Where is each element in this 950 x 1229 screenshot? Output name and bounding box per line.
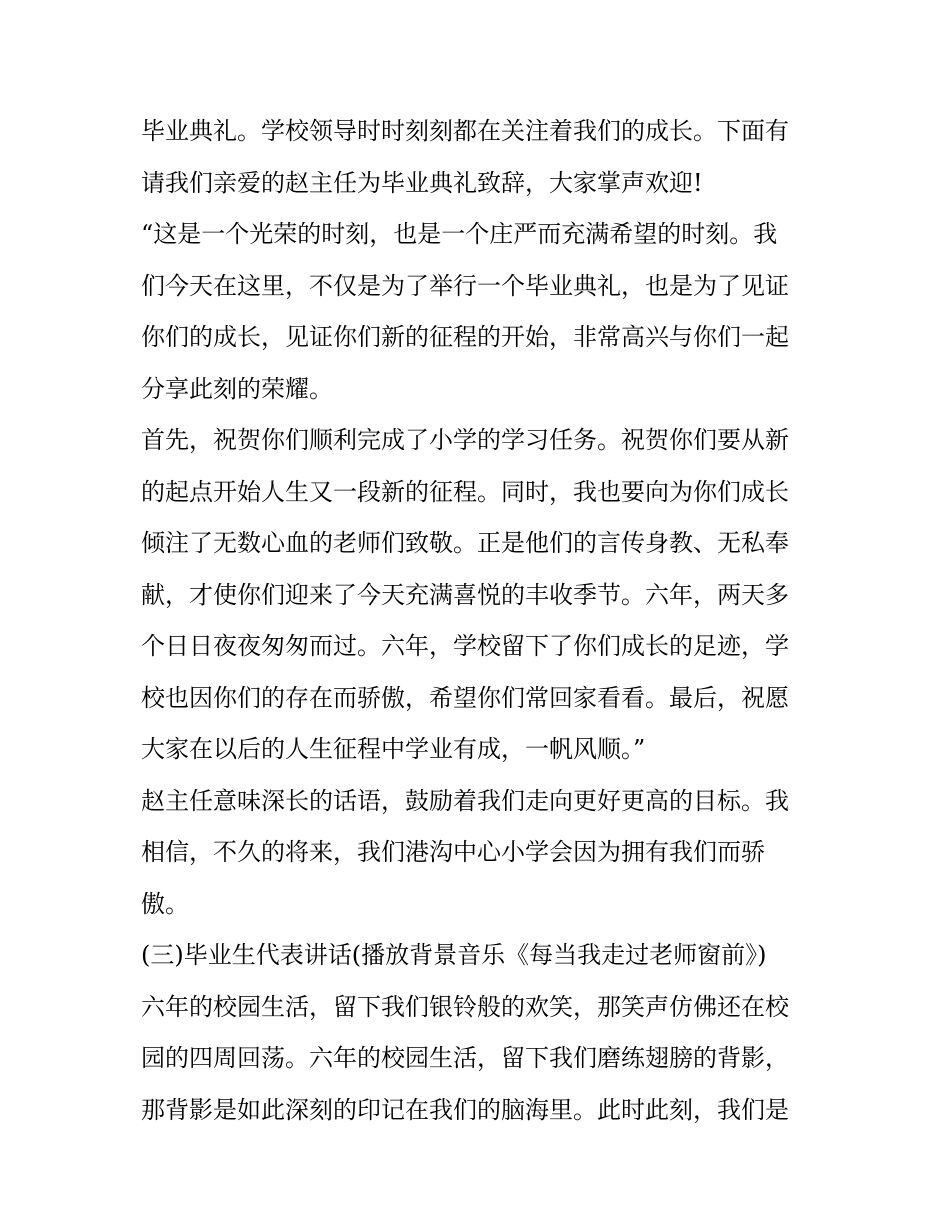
text-line: 你们的成长，见证你们新的征程的开始，非常高兴与你们一起 [141,323,789,351]
text-line: 献，才使你们迎来了今天充满喜悦的丰收季节。六年，两天多 [141,580,789,609]
text-line: 的起点开始人生又一段新的征程。同时，我也要向为你们成长 [141,477,789,506]
text-line: 相信，不久的将来，我们港沟中心小学会因为拥有我们而骄 [141,838,765,866]
text-line: 那背影是如此深刻的印记在我们的脑海里。此时此刻，我们是 [141,1095,789,1124]
text-line: 请我们亲爱的赵主任为毕业典礼致辞，大家掌声欢迎! [141,168,703,197]
text-line: 傲。 [141,889,189,918]
section-heading: (三)毕业生代表讲话(播放背景音乐《每当我走过老师窗前》) [141,941,767,969]
text-line: 毕业典礼。学校领导时时刻刻都在关注着我们的成长。下面有 [141,117,789,145]
text-line: “这是一个光荣的时刻，也是一个庄严而充满希望的时刻。我 [141,220,778,248]
text-line: 大家在以后的人生征程中学业有成，一帆风顺。” [141,735,646,763]
text-line: 校也因你们的存在而骄傲，希望你们常回家看看。最后，祝愿 [141,683,789,712]
document-body [141,106,821,1136]
text-line: 们今天在这里，不仅是为了举行一个毕业典礼，也是为了见证 [141,271,789,300]
text-line: 首先，祝贺你们顺利完成了小学的学习任务。祝贺你们要从新 [141,426,789,454]
text-line: 分享此刻的荣耀。 [141,374,333,403]
text-line: 个日日夜夜匆匆而过。六年，学校留下了你们成长的足迹，学 [141,632,789,660]
text-line: 倾注了无数心血的老师们致敬。正是他们的言传身教、无私奉 [141,529,789,557]
text-line: 园的四周回荡。六年的校园生活，留下我们磨练翅膀的背影， [141,1044,789,1072]
text-line: 六年的校园生活，留下我们银铃般的欢笑，那笑声仿佛还在校 [141,992,789,1021]
text-line: 赵主任意味深长的话语，鼓励着我们走向更好更高的目标。我 [141,786,789,815]
